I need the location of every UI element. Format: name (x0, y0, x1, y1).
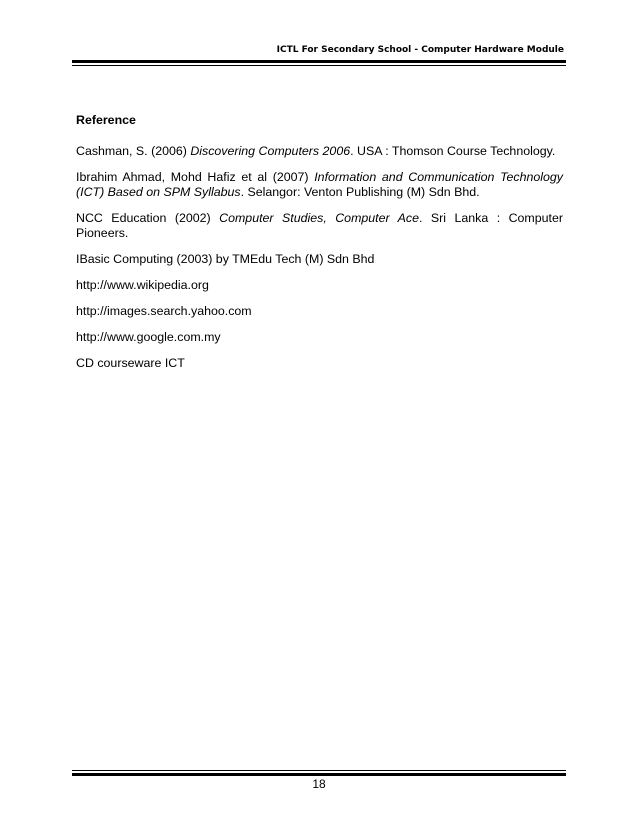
reference-url[interactable]: http://images.search.yahoo.com (76, 304, 252, 318)
page-number: 18 (312, 777, 326, 791)
reference-item (76, 252, 563, 267)
reference-item (76, 211, 563, 241)
reference-text: . Sri Lanka : Computer Pioneers. (76, 211, 563, 240)
reference-text: CD courseware ICT (76, 356, 185, 370)
reference-text: Ibrahim Ahmad, Mohd Hafiz et al (2007) (76, 170, 315, 184)
reference-url[interactable]: http://www.google.com.my (76, 330, 221, 344)
reference-url[interactable]: http://www.wikipedia.org (76, 278, 209, 292)
section-heading: Reference (76, 113, 136, 127)
reference-text: Cashman, S. (2006) (76, 144, 191, 158)
reference-text: NCC Education (2002) (76, 211, 220, 225)
reference-link[interactable] (76, 330, 563, 345)
reference-item (76, 356, 563, 371)
footer-rule-thin (72, 770, 566, 771)
reference-text: . Selangor: Venton Publishing (M) Sdn Bhd. (240, 185, 480, 199)
reference-title: Information and Communication Technology (ICT) Based on SPM Syllabus (76, 170, 563, 199)
reference-title: Discovering Computers 2006 (190, 144, 351, 158)
reference-link[interactable] (76, 304, 563, 319)
page-content (76, 113, 563, 382)
running-header: ICTL For Secondary School - Computer Hardware Module (276, 45, 564, 55)
reference-title: Computer Studies, Computer Ace (219, 211, 419, 225)
header-rule-thick (72, 60, 566, 63)
reference-item (76, 170, 563, 200)
reference-text: IBasic Computing (2003) by TMEdu Tech (M) Sdn Bhd (76, 252, 375, 266)
reference-link[interactable] (76, 278, 563, 293)
reference-item (76, 144, 563, 159)
reference-text: . USA : Thomson Course Technology. (350, 144, 556, 158)
header-rule-thin (72, 65, 566, 66)
footer-rule-thick (72, 773, 566, 776)
